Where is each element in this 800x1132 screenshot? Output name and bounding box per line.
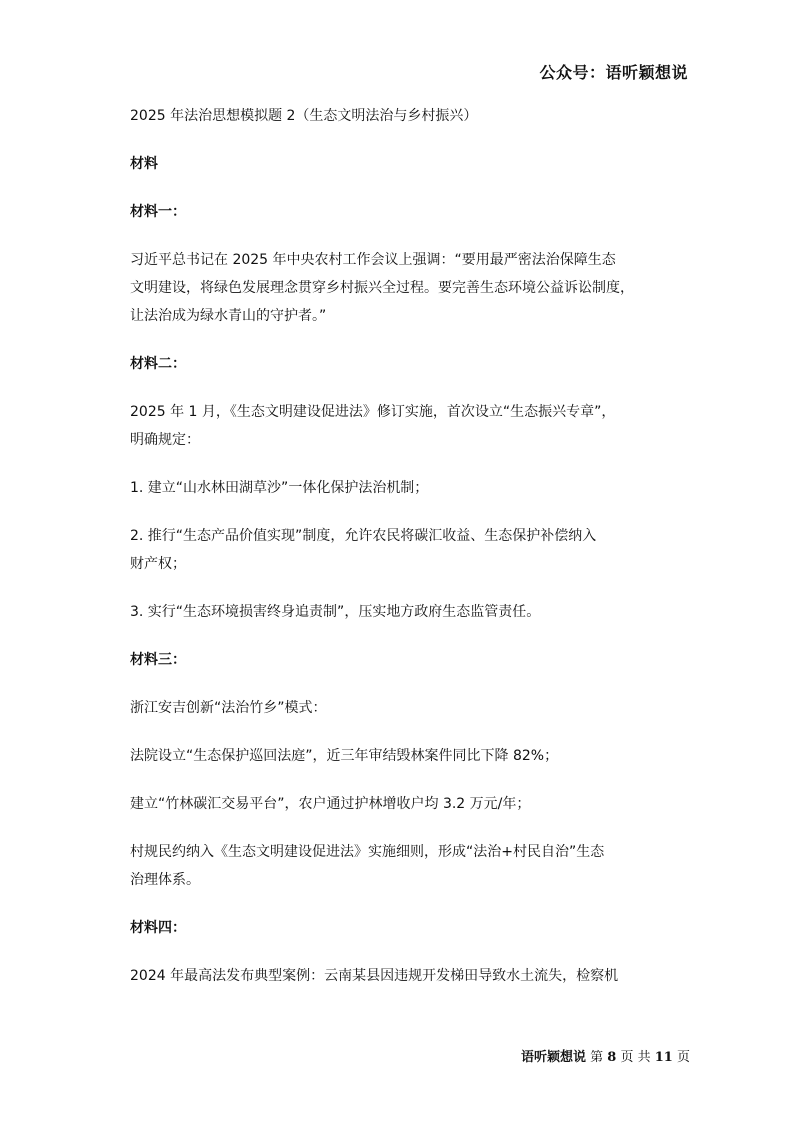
material4-heading: 材料四：: [130, 920, 186, 936]
text-line: 文明建设，将绿色发展理念贯穿乡村振兴全过程。要完善生态环境公益诉讼制度，: [130, 280, 634, 296]
text-line: 村规民约纳入《生态文明建设促进法》实施细则，形成“法治+村民自治”生态: [130, 844, 605, 860]
material1-heading: 材料一：: [130, 204, 186, 220]
section-heading-material: 材料: [130, 156, 158, 172]
footer-page-prefix: 第: [590, 1050, 604, 1065]
footer-page-current: 8: [607, 1050, 617, 1065]
header-brand: 公众号：语听颖想说: [539, 63, 688, 82]
material3-point-1: 法院设立“生态保护巡回法庭”，近三年审结毁林案件同比下降 82%；: [130, 748, 559, 764]
text-line: 明确规定：: [130, 432, 200, 448]
material3-heading: 材料三：: [130, 652, 186, 668]
footer-page-suffix: 页: [676, 1050, 690, 1065]
footer-page-mid: 页 共: [620, 1050, 651, 1065]
material2-item-3: 3. 实行“生态环境损害终身追责制”，压实地方政府生态监管责任。: [130, 604, 541, 620]
material3-point-3: [130, 838, 650, 894]
page-footer: [521, 1046, 690, 1065]
material3-point-2: 建立“竹林碳汇交易平台”，农户通过护林增收户均 3.2 万元/年；: [130, 796, 531, 812]
footer-brand: 语听颖想说: [520, 1050, 586, 1065]
text-line: 2. 推行“生态产品价值实现”制度，允许农民将碳汇收益、生态保护补偿纳入: [130, 528, 597, 544]
document-body: [130, 102, 650, 990]
material2-item-2: [130, 522, 650, 578]
document-title: 2025 年法治思想模拟题 2（生态文明法治与乡村振兴）: [130, 108, 478, 124]
text-line: 治理体系。: [130, 872, 200, 888]
text-line: 2025 年 1 月，《生态文明建设促进法》修订实施，首次设立“生态振兴专章”，: [130, 404, 616, 420]
material1-paragraph: [130, 246, 650, 330]
material2-paragraph: [130, 398, 650, 454]
footer-page-total: 11: [654, 1050, 673, 1065]
material4-paragraph: 2024 年最高法发布典型案例：云南某县因违规开发梯田导致水土流失，检察机: [130, 968, 619, 984]
text-line: 财产权；: [130, 556, 186, 572]
material2-heading: 材料二：: [130, 356, 186, 372]
text-line: 让法治成为绿水青山的守护者。”: [130, 308, 327, 324]
material2-item-1: 1. 建立“山水林田湖草沙”一体化保护法治机制；: [130, 480, 429, 496]
material3-intro: 浙江安吉创新“法治竹乡”模式：: [130, 700, 327, 716]
text-line: 习近平总书记在 2025 年中央农村工作会议上强调：“要用最严密法治保障生态: [130, 252, 616, 268]
